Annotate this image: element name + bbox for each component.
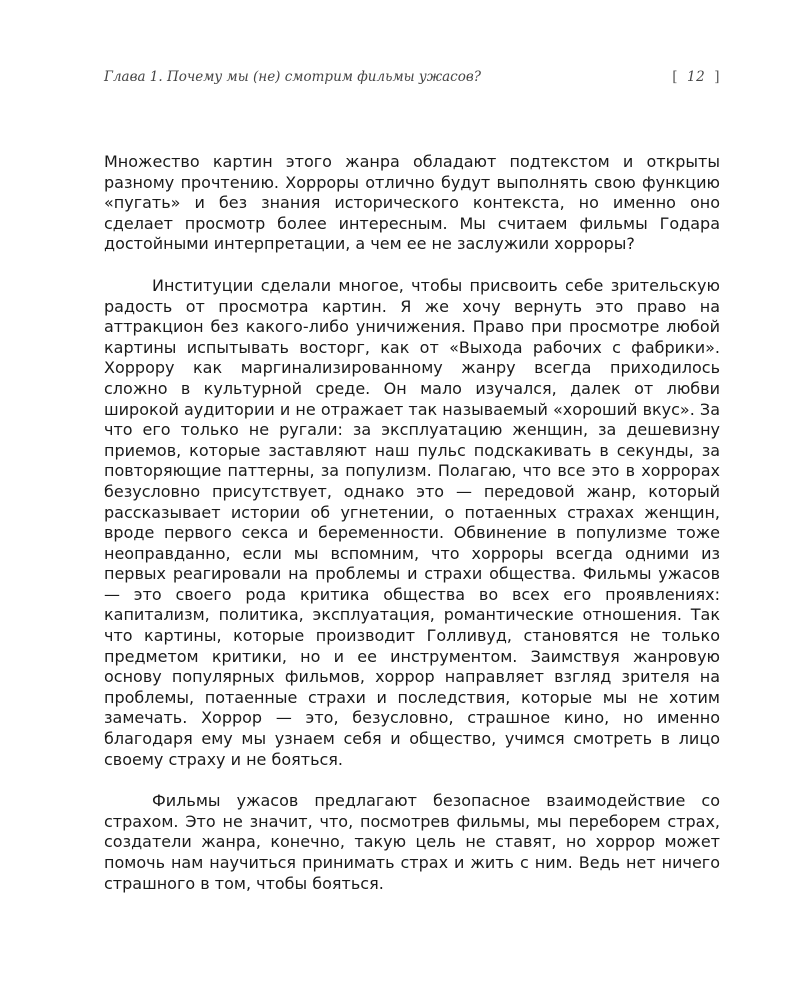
page-number-block [672, 66, 720, 88]
paragraph: Фильмы ужасов предлагают безопасное взаимодействие со страхом. Это не значит, что, посмотрев фильмы, мы переборем страх, создатели жанра, конечно, такую цель не ставят, но хоррор может помочь нам научиться принимать страх и жить с ним. Ведь нет ничего страшного в том, чтобы бояться. [104, 791, 720, 893]
body-text [104, 152, 720, 894]
chapter-title: Глава 1. Почему мы (не) смотрим фильмы ужасов? [104, 69, 481, 85]
paragraph: Институции сделали многое, чтобы присвоить себе зрительскую радость от просмотра картин. Я же хочу вернуть это право на аттракцион без какого-либо уничижения. Право при просмотре любой картины испытывать восторг, как от «Выхода рабочих с фабрики». Хоррору как маргинализированному жанру всегда приходилось сложно в культурной среде. Он мало изучался, далек от любви широкой аудитории и не отражает так называемый «хороший вкус». За что его только не ругали: за эксплуатацию женщин, за дешевизну приемов, которые заставляют наш пульс подскакивать в секунды, за повторяющие паттерны, за популизм. Полагаю, что все это в хоррорах безусловно присутствует, однако это — передовой жанр, который рассказывает истории об угнетении, о потаенных страхах женщин, вроде первого секса и беременности. Обвинение в популизме тоже неоправданно, если мы вспомним, что хорроры всегда одними из первых реагировали на проблемы и страхи общества. Фильмы ужасов — это своего рода критика общества во всех его проявлениях: капитализм, политика, эксплуатация, романтические отношения. Так что картины, которые производит Голливуд, становятся не только предметом критики, но и ее инструментом. Заимствуя жанровую основу популярных фильмов, хоррор направляет взгляд зрителя на проблемы, потаенные страхи и последствия, которые мы не хотим замечать. Хоррор — это, безусловно, страшное кино, но именно благодаря ему мы узнаем себя и общество, учимся смотреть в лицо своему страху и не бояться. [104, 275, 720, 769]
paragraph: Множество картин этого жанра обладают подтекстом и открыты разному прочтению. Хорроры отлично будут выполнять свою функцию «пугать» и без знания исторического контекста, но именно оно сделает просмотр более интересным. Мы считаем фильмы Годара достойными интерпретации, а чем ее не заслужили хорроры? [104, 152, 720, 254]
page-bracket-open: [ [672, 69, 679, 85]
page-number: 12 [687, 69, 706, 85]
running-header [104, 66, 720, 88]
page-bracket-close: ] [714, 69, 720, 85]
